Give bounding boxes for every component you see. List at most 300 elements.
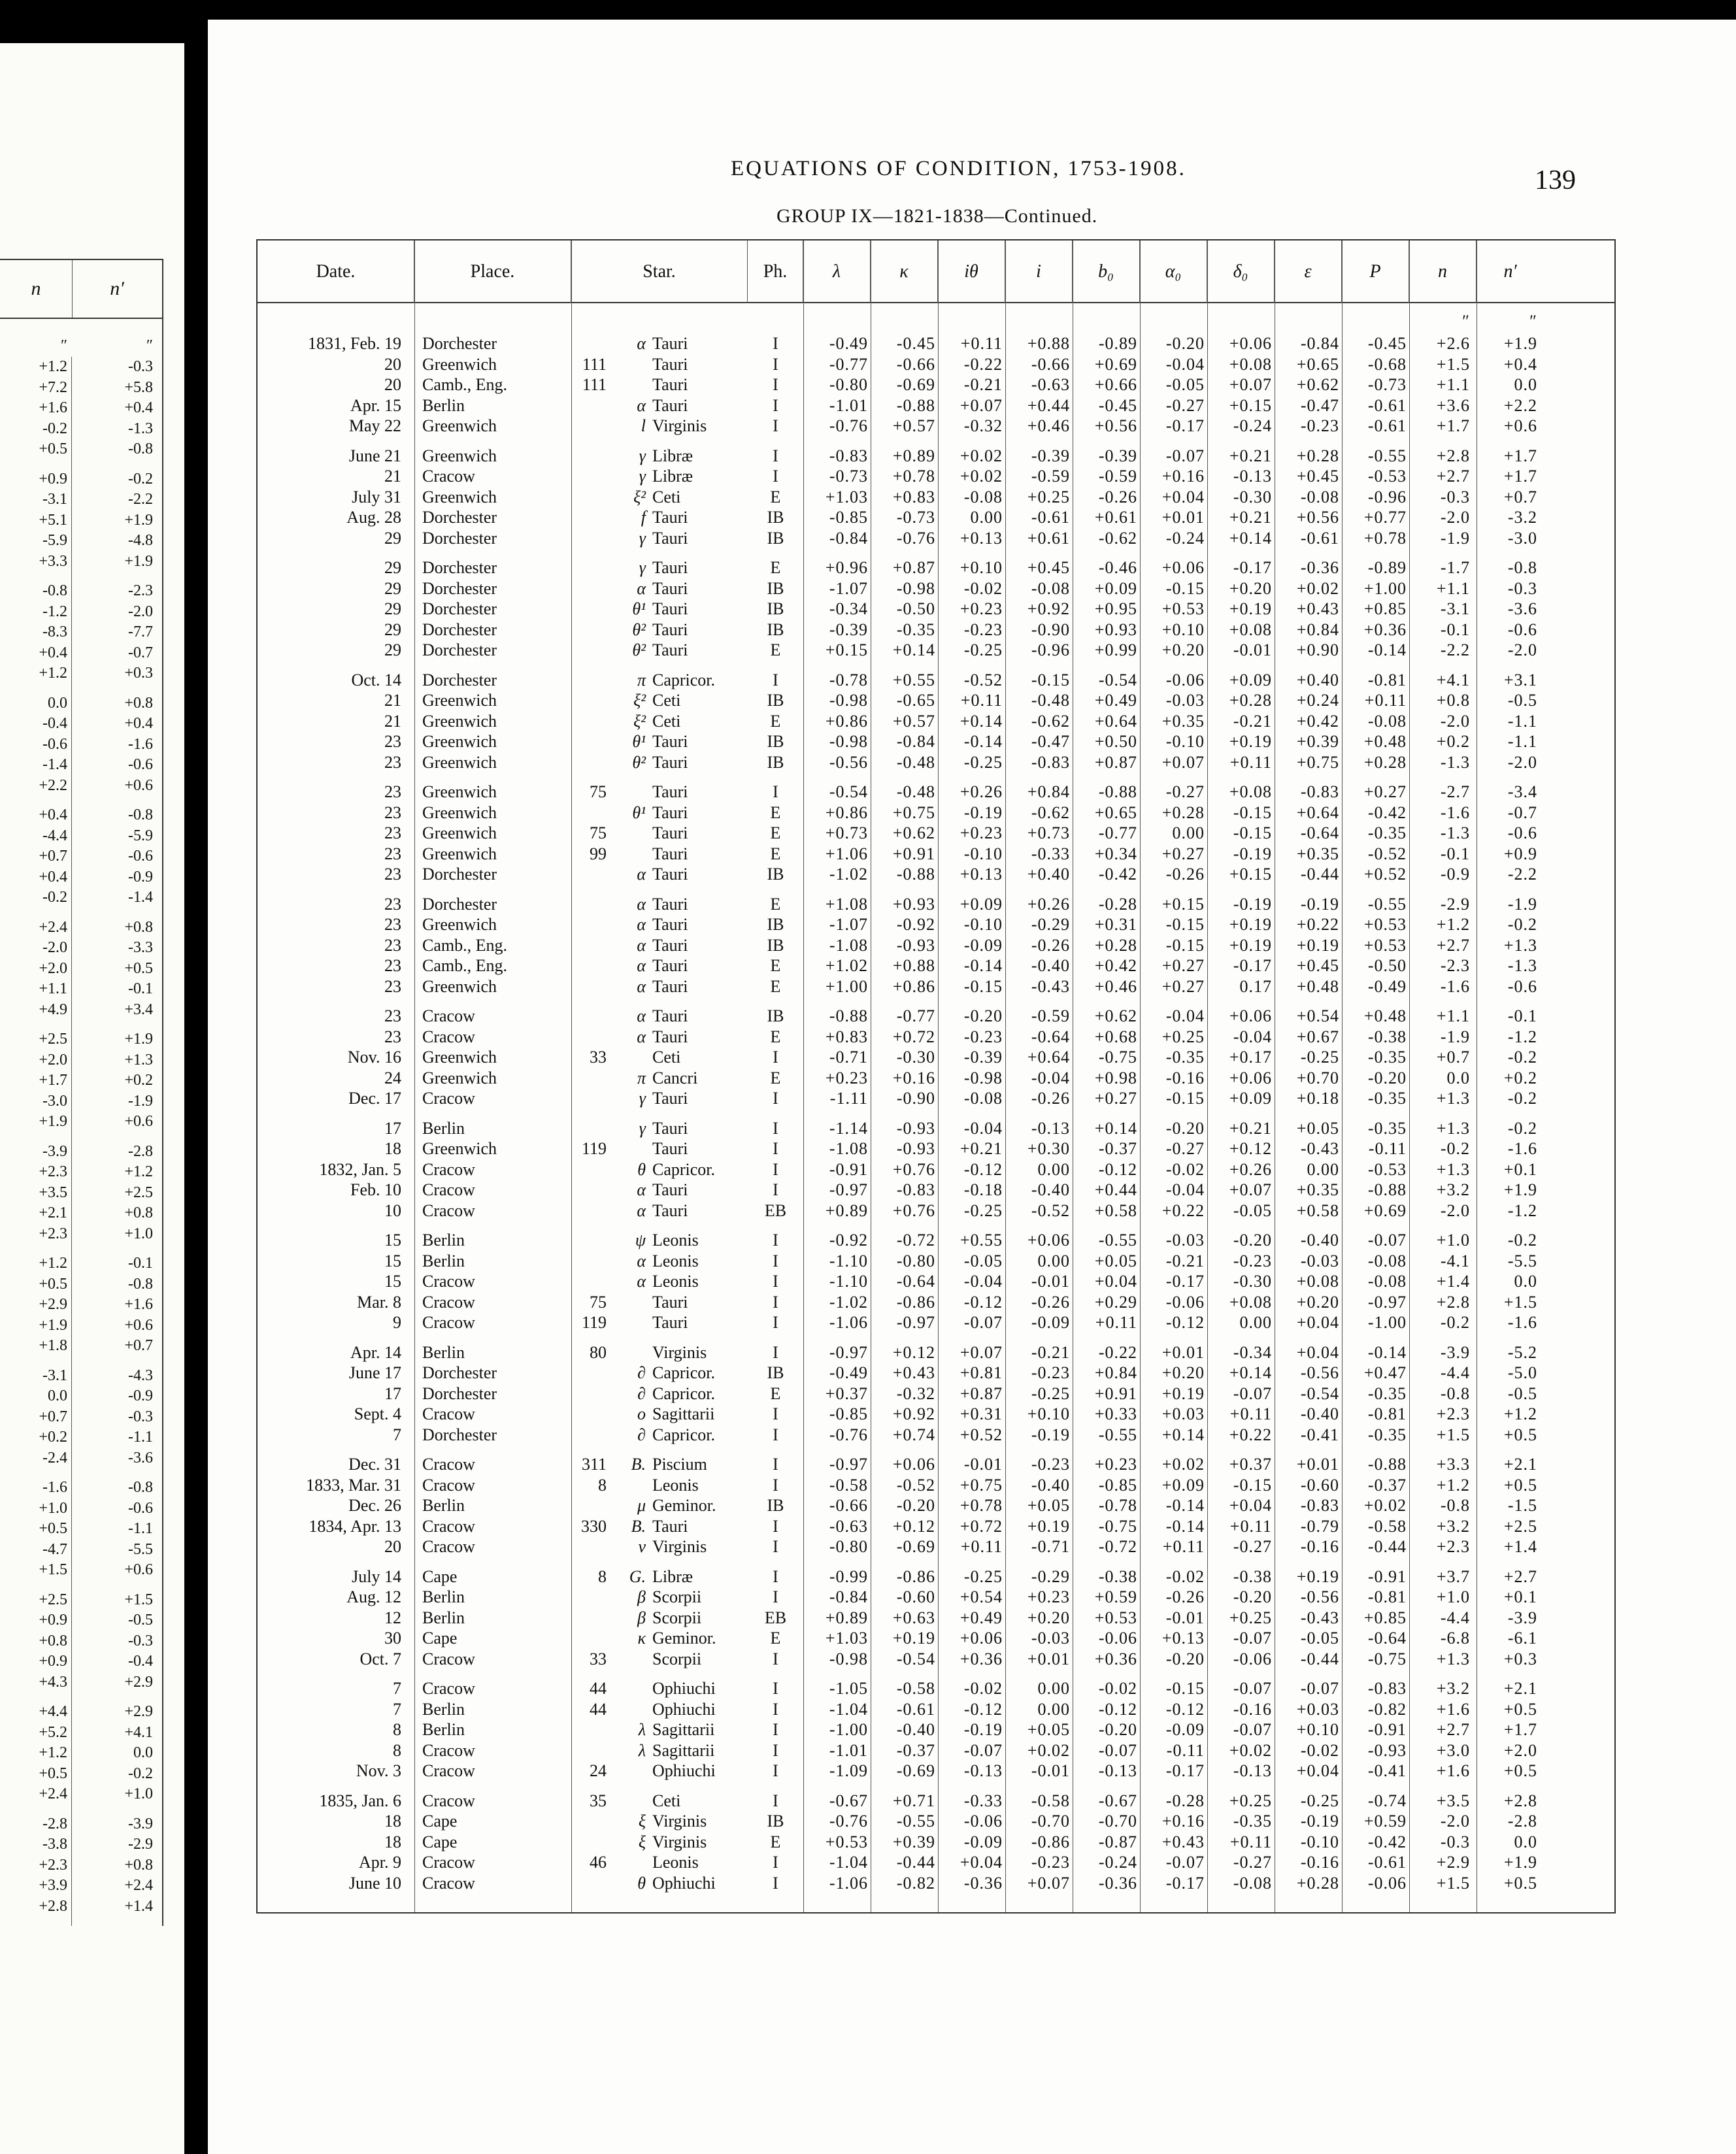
table-cell: -0.60 (896, 1587, 935, 1606)
table-cell: +0.70 (1296, 1068, 1339, 1087)
table-cell: +0.12 (1229, 1139, 1272, 1158)
table-cell: Cracow (422, 1516, 475, 1536)
table-cell: +0.65 (1296, 354, 1339, 374)
table-row (258, 416, 1614, 437)
table-cell (571, 1404, 610, 1425)
left-table-cell: -0.3 (128, 1408, 153, 1425)
left-table-cell: +0.3 (124, 665, 153, 682)
table-cell: 21 (384, 691, 401, 710)
table-cell: +0.17 (1229, 1048, 1272, 1067)
table-cell: -0.10 (1300, 1832, 1339, 1851)
table-cell: +0.07 (1027, 1873, 1070, 1893)
table-cell: -0.66 (1031, 354, 1070, 374)
table-cell: Dorchester (422, 620, 497, 639)
left-table-cell: +2.3 (39, 1163, 67, 1180)
table-cell: +0.7 (1503, 487, 1537, 506)
table-cell (571, 466, 610, 487)
table-cell: -0.14 (963, 956, 1003, 975)
table-row (258, 1312, 1614, 1333)
table-cell: +0.56 (1094, 416, 1137, 435)
table-cell: +1.5 (1436, 1873, 1470, 1893)
table-cell: -1.2 (1507, 1201, 1537, 1220)
table-cell: -0.93 (896, 1139, 935, 1158)
table-cell: +0.19 (1229, 599, 1272, 618)
table-cell: -0.40 (1031, 1475, 1070, 1495)
table-cell: +0.85 (1363, 1608, 1407, 1627)
table-cell: +0.83 (892, 487, 935, 506)
table-row (258, 823, 1614, 844)
table-cell: +0.24 (1296, 691, 1339, 710)
table-cell: +0.59 (1094, 1587, 1137, 1606)
left-table-cell: +5.1 (39, 511, 67, 529)
table-cell: I (773, 1272, 778, 1291)
table-cell: Camb., Eng. (422, 956, 507, 975)
table-cell: -0.66 (896, 354, 935, 374)
table-cell: ξ (638, 1812, 646, 1831)
table-cell: I (773, 334, 778, 353)
table-cell: -0.11 (1166, 1740, 1205, 1760)
table-cell: -1.08 (829, 1139, 868, 1158)
table-cell: -0.81 (1367, 1404, 1407, 1423)
table-cell: -0.28 (1098, 894, 1137, 914)
left-table-cell: -3.8 (42, 1836, 67, 1853)
table-cell: -0.21 (963, 375, 1003, 394)
table-cell: -0.25 (1300, 1791, 1339, 1810)
table-cell (571, 528, 610, 549)
table-row (258, 1068, 1614, 1089)
table-cell: Tauri (652, 1201, 688, 1220)
table-cell (571, 1088, 610, 1109)
table-cell: -1.05 (829, 1679, 868, 1698)
table-cell: λ (638, 1740, 646, 1760)
table-cell: -0.25 (963, 752, 1003, 772)
group-spacer (0, 684, 67, 693)
table-cell: I (773, 1853, 778, 1872)
table-cell: -2.3 (1440, 956, 1470, 975)
table-cell: +0.84 (1027, 782, 1070, 801)
table-cell: I (773, 1159, 778, 1179)
table-cell: -0.23 (1031, 1363, 1070, 1382)
table-cell: -0.19 (1300, 1812, 1339, 1831)
table-cell: -0.80 (896, 1251, 935, 1270)
left-table-cell: -0.1 (128, 1255, 153, 1272)
table-cell: 17 (384, 1118, 401, 1138)
left-table-cell: +0.6 (124, 1316, 153, 1334)
table-cell: -0.11 (1368, 1139, 1407, 1158)
table-cell: +0.92 (1027, 599, 1070, 618)
table-cell: +0.8 (1436, 691, 1470, 710)
row-group (258, 333, 1614, 437)
table-cell: -0.42 (1367, 803, 1407, 822)
table-cell: +0.45 (1296, 467, 1339, 486)
table-cell: B. (631, 1455, 646, 1474)
table-cell: I (773, 670, 778, 689)
table-cell: I (773, 1292, 778, 1312)
table-cell: +2.1 (1503, 1679, 1537, 1698)
table-cell: -0.81 (1367, 670, 1407, 689)
table-cell: -0.08 (963, 1089, 1003, 1108)
table-cell: +0.06 (1229, 1006, 1272, 1025)
table-cell: -0.76 (896, 528, 935, 548)
table-cell: -0.98 (963, 1068, 1003, 1087)
left-table-cell: +0.5 (39, 440, 67, 457)
table-cell: +0.15 (1161, 894, 1205, 914)
table-cell: +1.4 (1436, 1272, 1470, 1291)
table-cell: Capricor. (652, 1384, 716, 1403)
table-cell: -0.07 (1165, 446, 1205, 465)
table-cell: +0.35 (1296, 1180, 1339, 1199)
table-cell: 1831, Feb. 19 (308, 334, 401, 353)
table-row (258, 1649, 1614, 1670)
left-table-cell: +1.9 (124, 1031, 153, 1048)
left-table-cell: +3.4 (124, 1001, 153, 1018)
table-cell: +0.02 (960, 446, 1003, 465)
table-cell: +0.29 (1094, 1292, 1137, 1312)
left-table-cell: -1.3 (128, 420, 153, 437)
table-cell: I (773, 354, 778, 374)
table-cell: +1.9 (1503, 334, 1537, 353)
table-cell: -0.29 (1031, 915, 1070, 934)
table-cell: +0.43 (1296, 599, 1339, 618)
table-cell: +0.21 (1229, 508, 1272, 527)
left-table-cell: +0.5 (39, 1765, 67, 1782)
table-cell: +0.69 (1094, 354, 1137, 374)
table-cell: -0.15 (1165, 1679, 1205, 1698)
table-cell: γ (639, 528, 646, 548)
table-cell: +0.52 (960, 1425, 1003, 1444)
table-cell: +0.19 (1229, 732, 1272, 751)
table-cell: -0.02 (1098, 1679, 1137, 1698)
table-cell: I (773, 1566, 778, 1586)
table-cell: +0.90 (1296, 640, 1339, 659)
table-cell: +1.03 (825, 487, 868, 506)
table-cell: +0.27 (1161, 976, 1205, 996)
table-cell: -1.10 (829, 1251, 868, 1270)
table-cell: +0.30 (1027, 1139, 1070, 1158)
table-cell: I (773, 1679, 778, 1698)
table-cell: 29 (384, 528, 401, 548)
table-cell: +0.01 (1161, 1342, 1205, 1362)
table-cell: +0.01 (1161, 508, 1205, 527)
table-cell: -1.3 (1507, 956, 1537, 975)
table-cell: +0.28 (1229, 691, 1272, 710)
left-table-cell: -0.3 (128, 358, 153, 375)
table-cell (571, 1832, 610, 1853)
left-table-cell: +2.9 (124, 1703, 153, 1720)
table-cell: +1.6 (1436, 1761, 1470, 1780)
table-cell: -0.5 (1507, 1384, 1537, 1403)
table-cell: -0.40 (1300, 1404, 1339, 1423)
left-table-cell: +0.4 (124, 715, 153, 732)
table-cell: -0.45 (1367, 334, 1407, 353)
table-cell: Dorchester (422, 640, 497, 659)
table-cell: Greenwich (422, 1068, 497, 1087)
table-row (258, 1791, 1614, 1812)
group-spacer (0, 1133, 67, 1142)
table-cell: +0.15 (1229, 395, 1272, 415)
table-cell: Cracow (422, 1873, 475, 1893)
table-cell: Tauri (652, 1139, 688, 1158)
table-row (258, 620, 1614, 640)
left-table-cell: -0.6 (128, 848, 153, 865)
table-row (258, 507, 1614, 528)
table-cell: +0.1 (1503, 1587, 1537, 1606)
table-row (258, 1740, 1614, 1761)
table-row (258, 864, 1614, 885)
table-cell: Greenwich (422, 823, 497, 842)
left-table-cell: -0.2 (128, 1765, 153, 1782)
table-cell: Cracow (422, 1537, 475, 1556)
table-cell: 24 (384, 1068, 401, 1087)
table-cell: -0.56 (1300, 1363, 1339, 1382)
table-cell: ∂ (637, 1384, 646, 1403)
table-cell: E (770, 487, 781, 506)
table-cell: +0.84 (1094, 1363, 1137, 1382)
table-cell: -0.38 (1367, 1027, 1407, 1046)
table-cell: +0.09 (1094, 578, 1137, 598)
table-cell: -2.0 (1440, 1201, 1470, 1220)
table-cell: α (637, 894, 646, 914)
table-cell (610, 1699, 650, 1720)
table-cell: Tauri (652, 732, 688, 751)
table-cell: I (773, 1089, 778, 1108)
left-table-cell: +0.5 (39, 1275, 67, 1293)
table-cell (571, 1271, 610, 1292)
table-cell: Dorchester (422, 894, 497, 914)
table-cell: I (773, 446, 778, 465)
group-spacer (72, 796, 153, 805)
table-cell: -0.22 (1098, 1342, 1137, 1362)
table-cell: +1.2 (1436, 915, 1470, 934)
table-cell: -0.89 (1367, 558, 1407, 577)
table-cell: -0.39 (963, 1048, 1003, 1067)
table-cell: -0.04 (963, 1118, 1003, 1138)
table-cell: -0.02 (963, 578, 1003, 598)
table-cell: -0.36 (1098, 1873, 1137, 1893)
table-cell: -0.04 (1031, 1068, 1070, 1087)
table-cell: Dorchester (422, 528, 497, 548)
table-cell: +0.03 (1161, 1404, 1205, 1423)
table-cell: +2.7 (1436, 935, 1470, 955)
table-cell: 44 (590, 1679, 607, 1698)
table-cell: Greenwich (422, 416, 497, 435)
table-cell: +0.89 (825, 1608, 868, 1627)
table-cell (571, 711, 610, 732)
table-cell: -0.04 (1233, 1027, 1272, 1046)
table-cell: -0.34 (1233, 1342, 1272, 1362)
table-cell: +1.4 (1503, 1537, 1537, 1556)
table-cell: 18 (384, 1832, 401, 1851)
table-cell: -0.99 (829, 1566, 868, 1586)
table-cell: -0.06 (1098, 1629, 1137, 1648)
table-cell: 0.00 (970, 508, 1003, 527)
table-cell: -0.27 (1165, 782, 1205, 801)
table-cell (571, 640, 610, 661)
table-cell: +1.06 (825, 844, 868, 863)
table-cell: -0.96 (1031, 640, 1070, 659)
table-cell: +0.19 (1296, 935, 1339, 955)
table-cell: EB (764, 1608, 787, 1627)
table-cell: +0.92 (892, 1404, 935, 1423)
table-cell: Tauri (652, 620, 688, 639)
table-cell: Virginis (652, 1342, 707, 1362)
table-cell: -0.10 (1165, 732, 1205, 751)
table-cell: +0.07 (1229, 1180, 1272, 1199)
table-cell: +0.07 (1229, 375, 1272, 394)
left-page-table (0, 259, 163, 1926)
table-row (258, 1047, 1614, 1068)
table-cell: 33 (590, 1048, 607, 1067)
table-cell: Leonis (652, 1853, 699, 1872)
table-cell: +0.08 (1229, 1292, 1272, 1312)
table-cell: -0.49 (829, 334, 868, 353)
table-cell: +0.11 (1364, 691, 1407, 710)
table-cell: +0.16 (1161, 467, 1205, 486)
table-cell: Tauri (652, 508, 688, 527)
table-cell: Geminor. (652, 1496, 716, 1515)
table-cell (571, 976, 610, 997)
table-cell: -0.54 (896, 1649, 935, 1668)
table-cell: Berlin (422, 1720, 465, 1739)
table-cell: Tauri (652, 528, 688, 548)
table-row (258, 1719, 1614, 1740)
table-cell (571, 864, 610, 885)
table-cell: -0.87 (1098, 1832, 1137, 1851)
table-cell: +0.10 (1027, 1404, 1070, 1423)
table-cell: +0.36 (1363, 620, 1407, 639)
table-cell: 21 (384, 467, 401, 486)
table-cell: June 10 (348, 1873, 401, 1893)
table-cell: Oct. 7 (359, 1649, 401, 1668)
table-cell: -0.15 (1031, 670, 1070, 689)
left-col-n-prime: ″ -0.3 +5.8 +0.4 -1.3 -0.8 -0.2 -2.2 +1.9 -4.8 +1.9 -2.3 -2.0 -7.7 -0.7 +0.3 +0.8 +0.4 -1.6 -0.6 +0.6 -0.8 -5.9 -0.6 -0.9 -1.4 +0.8 -3.3 +0.5 -0.1 +3.4 +1.9 +1.3 +0.2 -1.9 +0.6 -2.8 +1.2 +2.5 +0.8 +1.0 -0.1 -0.8 +1.6 +0.6 +0.7 -4.3 -0.9 -0.3 -1.1 -3.6 -0.8 -0.6 -1.1 -5.5 +0.6 +1.5 -0.5 -0.3 -0.4 +2.9 +2.9 +4.1 0.0 -0.2 +1.0 -3.9 -2.9 +0.8 +2.4 +1.4 (72, 357, 161, 1926)
table-cell: -0.83 (1300, 1496, 1339, 1515)
table-row (258, 640, 1614, 661)
table-cell: -2.0 (1440, 1812, 1470, 1831)
table-cell: +0.88 (892, 956, 935, 975)
table-row (258, 1088, 1614, 1109)
left-table-cell: +2.5 (39, 1031, 67, 1048)
left-table-cell: +2.1 (39, 1204, 67, 1221)
table-cell: -0.23 (963, 620, 1003, 639)
table-cell: Tauri (652, 915, 688, 934)
table-cell: -0.50 (1367, 956, 1407, 975)
table-cell: +0.62 (1296, 375, 1339, 394)
table-cell: -1.9 (1440, 1027, 1470, 1046)
left-table-cell: +0.8 (124, 694, 153, 712)
table-row (258, 1761, 1614, 1781)
table-cell: +0.93 (892, 894, 935, 914)
table-cell: +1.9 (1503, 1853, 1537, 1872)
table-cell: +0.09 (1161, 1475, 1205, 1495)
table-cell: -0.2 (1440, 1313, 1470, 1332)
table-cell: -0.14 (1165, 1516, 1205, 1536)
table-cell: -0.20 (1165, 334, 1205, 353)
table-cell: +0.45 (1027, 558, 1070, 577)
table-row (258, 487, 1614, 508)
table-cell: -0.20 (1233, 1587, 1272, 1606)
table-cell: +0.01 (1027, 1649, 1070, 1668)
table-cell: -0.52 (1367, 844, 1407, 863)
table-cell: -0.48 (896, 752, 935, 772)
table-cell: 111 (582, 354, 607, 374)
group-spacer (0, 1357, 67, 1366)
table-cell: +0.18 (1296, 1089, 1339, 1108)
table-cell: -0.17 (1233, 558, 1272, 577)
table-cell: -0.10 (963, 915, 1003, 934)
table-cell: γ (639, 467, 646, 486)
table-cell: -0.70 (1031, 1812, 1070, 1831)
table-cell: α (637, 935, 646, 955)
table-cell: -0.45 (896, 334, 935, 353)
table-cell: -0.01 (1233, 640, 1272, 659)
table-cell: -0.53 (1367, 467, 1407, 486)
table-cell: +0.27 (1161, 956, 1205, 975)
table-cell: -0.38 (1098, 1566, 1137, 1586)
table-cell (571, 1118, 610, 1139)
table-cell: +0.69 (1363, 1201, 1407, 1220)
table-cell: -0.61 (1367, 416, 1407, 435)
table-cell: +0.35 (1296, 844, 1339, 863)
left-table-cell: -1.6 (42, 1479, 67, 1496)
table-cell: -0.25 (963, 1201, 1003, 1220)
group-spacer (72, 1468, 153, 1478)
table-cell: -1.6 (1440, 803, 1470, 822)
table-cell: α (637, 578, 646, 598)
group-spacer (0, 1693, 67, 1702)
table-cell: +0.37 (825, 1384, 868, 1403)
left-table-cell: -0.6 (128, 1499, 153, 1517)
table-cell: +0.72 (892, 1027, 935, 1046)
table-cell: -0.84 (829, 1587, 868, 1606)
table-cell: +0.08 (1296, 1272, 1339, 1291)
table-row (258, 955, 1614, 976)
table-cell: -0.02 (1300, 1740, 1339, 1760)
table-cell: +0.55 (960, 1231, 1003, 1250)
table-cell: +0.9 (1503, 844, 1537, 863)
row-group (258, 1118, 1614, 1221)
table-cell: +1.5 (1436, 354, 1470, 374)
table-cell: +0.12 (892, 1516, 935, 1536)
table-cell: -0.06 (1165, 670, 1205, 689)
table-cell: -0.6 (1507, 976, 1537, 996)
table-cell: Cancri (652, 1068, 698, 1087)
table-cell: Tauri (652, 823, 688, 842)
table-cell: -1.08 (829, 935, 868, 955)
table-row (258, 557, 1614, 578)
table-cell: 1834, Apr. 13 (309, 1516, 401, 1536)
table-cell (571, 803, 610, 823)
table-cell: Tauri (652, 782, 688, 801)
left-table-cell: +1.0 (124, 1785, 153, 1802)
table-cell: -0.26 (1031, 1292, 1070, 1312)
table-cell: Apr. 9 (359, 1853, 401, 1872)
table-cell: I (773, 1251, 778, 1270)
table-cell: Camb., Eng. (422, 935, 507, 955)
table-cell: +0.64 (1027, 1048, 1070, 1067)
table-cell: -0.82 (896, 1873, 935, 1893)
table-cell: +0.86 (825, 803, 868, 822)
left-table-header (0, 260, 162, 319)
table-cell: +0.5 (1503, 1873, 1537, 1893)
table-cell: -0.23 (963, 1027, 1003, 1046)
table-cell: IB (767, 578, 784, 598)
table-cell: +0.74 (892, 1425, 935, 1444)
left-table-cell: +1.0 (39, 1499, 67, 1517)
table-cell: -0.28 (1165, 1791, 1205, 1810)
table-cell: I (773, 1649, 778, 1668)
table-row (258, 1425, 1614, 1446)
